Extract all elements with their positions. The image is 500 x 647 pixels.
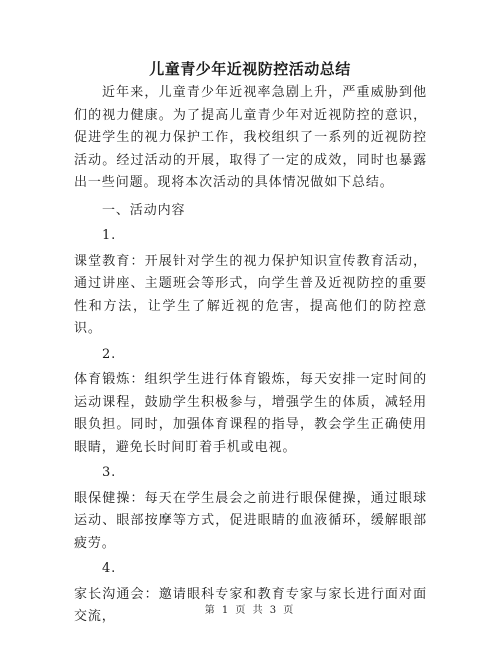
document-title: 儿童青少年近视防控活动总结 (149, 60, 351, 78)
section-heading: 一、活动内容 (102, 202, 186, 218)
item-number: 1. (102, 228, 117, 243)
item-number: 2. (102, 346, 117, 362)
item-paragraph: 课堂教育：开展针对学生的视力保护知识宣传教育活动，通过讲座、主题班会等形式，向学生普及近视防控的重要性和方法，让学生了解近视的危害，提高他们的防控意识。 (74, 253, 427, 336)
item-paragraph: 家长沟通会：邀请眼科专家和教育专家与家长进行面对面交流， (74, 586, 427, 624)
item-number: 4. (102, 561, 117, 576)
page-footer: 第 1 页 共 3 页 (204, 605, 296, 616)
item-paragraph: 体育锻炼：组织学生进行体育锻炼，每天安排一定时间的运动课程，鼓励学生积极参与，增强学生的体质，减轻用眼负担。同时，加强体育课程的指导，教会学生正确使用眼睛，避免长时间盯着手机或电视。 (74, 372, 427, 455)
intro-paragraph: 近年来，儿童青少年近视率急剧上升，严重威胁到他们的视力健康。为了提高儿童青少年对近视防控的意识，促进学生的视力保护工作，我校组织了一系列的近视防控活动。经过活动的开展，取得了一定的成效，同时也暴露出一些问题。现将本次活动的具体情况做如下总结。 (74, 85, 427, 190)
item-number: 3. (102, 465, 117, 480)
item-paragraph: 眼保健操：每天在学生晨会之前进行眼保健操，通过眼球运动、眼部按摩等方式，促进眼睛的血液循环，缓解眼部疲劳。 (74, 490, 427, 551)
document-body (74, 82, 427, 629)
